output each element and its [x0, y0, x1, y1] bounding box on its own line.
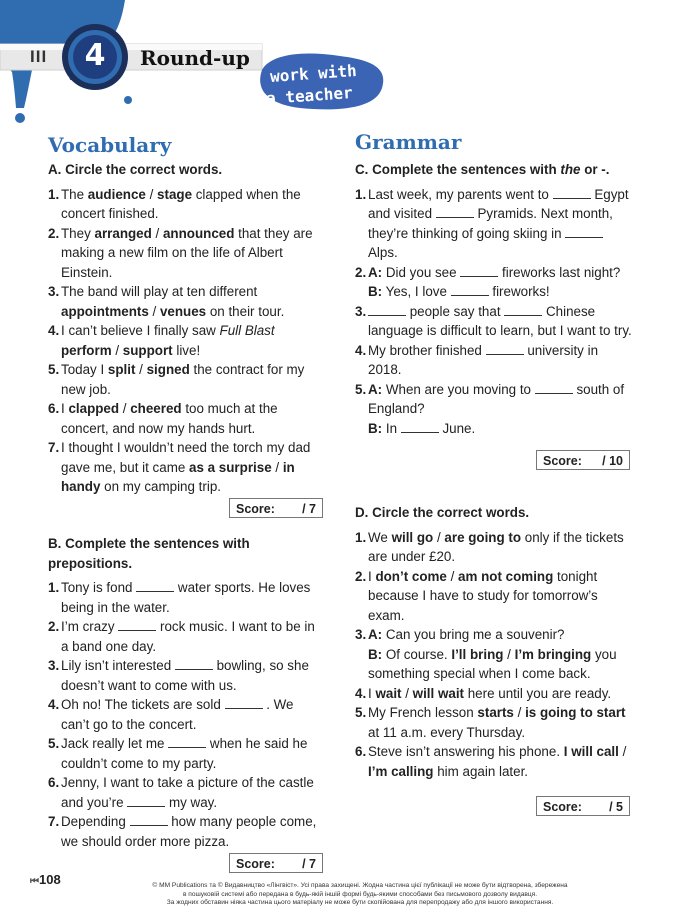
item-text: Egypt and visited: [368, 186, 629, 221]
item-text: Pyramids. Next month, they’re thinking of going skiing in: [368, 206, 613, 241]
item-text: I: [368, 568, 376, 584]
item-text: only if the tickets are under £20.: [368, 529, 624, 564]
item-text: Tony is fond: [61, 580, 137, 595]
item-number: 6.: [355, 744, 367, 759]
item-text: Today I: [61, 362, 108, 377]
item-text: /: [145, 186, 158, 202]
item-text: starts: [477, 705, 514, 720]
grammar-title: Grammar: [355, 130, 462, 154]
item-text: stage: [157, 186, 193, 202]
item-text: wait: [375, 685, 402, 701]
item-text: We: [368, 529, 392, 545]
answer-blank: [168, 735, 206, 748]
item-text: I’ll bring: [451, 646, 504, 662]
item-text: that they are making a new film on the life of Albert Einstein.: [61, 225, 313, 280]
item-number: 2.: [355, 264, 367, 280]
item-text: I can’t believe I finally saw: [61, 323, 220, 338]
item-number: 6.: [48, 401, 60, 416]
item-text: /: [151, 225, 163, 241]
item-text: My brother finished: [368, 342, 486, 358]
answer-blank: [460, 264, 498, 277]
answer-blank: [565, 225, 603, 238]
item-text: They: [61, 225, 95, 241]
answer-blank: [553, 186, 591, 199]
list-item: [48, 734, 323, 773]
item-number: 7.: [48, 440, 60, 455]
exercise-d-instruction: D. Circle the correct words.: [355, 505, 530, 520]
item-text: Steve isn’t answering his phone.: [368, 744, 564, 759]
item-text: /: [401, 685, 413, 701]
item-text: signed: [146, 362, 190, 377]
item-number: 4.: [48, 697, 60, 712]
item-text: split: [107, 362, 136, 377]
exercise-a-items: [48, 185, 323, 497]
item-number: 2.: [48, 225, 60, 241]
item-text: fireworks last night?: [498, 264, 621, 280]
list-item: [48, 812, 323, 851]
item-text: /: [513, 705, 526, 720]
item-number: 1.: [355, 529, 367, 545]
item-text: B:: [368, 284, 383, 299]
item-text: bowling, so she doesn’t want to come with us.: [61, 658, 309, 693]
item-text: A:: [368, 627, 383, 642]
list-item: [355, 341, 633, 380]
item-number: 3.: [48, 658, 60, 673]
list-item: [48, 399, 323, 438]
answer-blank: [368, 303, 406, 316]
item-text: Oh no! The tickets are sold: [61, 697, 225, 712]
item-text: The band will play at ten different: [61, 284, 258, 299]
exercise-a-score: Score: / 7: [229, 498, 323, 518]
item-text: I’m calling: [368, 763, 434, 779]
exercise-d-score: Score: / 5: [536, 796, 630, 816]
item-text: here until you are ready.: [464, 685, 612, 701]
item-text: when he said he couldn’t come to my party.: [61, 736, 308, 771]
exercise-c-instruction: C. Complete the sentences with the or -.: [355, 162, 610, 177]
item-text: on their tour.: [206, 303, 285, 319]
item-text: cheered: [130, 401, 182, 416]
item-text: arranged: [94, 225, 152, 241]
item-text: I: [368, 685, 376, 701]
item-text: Lily isn’t interested: [61, 658, 175, 673]
item-number: 3.: [48, 284, 60, 299]
item-text: venues: [159, 303, 207, 319]
item-number: 3.: [355, 627, 367, 642]
item-text: Can you bring me a souvenir?: [382, 627, 565, 642]
list-item: [355, 380, 633, 419]
unit-roman: III: [30, 47, 48, 66]
item-text: Jack really let me: [61, 736, 169, 751]
list-item: [48, 438, 323, 497]
item-text: my way.: [165, 794, 218, 810]
badge-line-2: a teacher: [265, 82, 354, 109]
exercise-a: [48, 160, 323, 497]
answer-blank: [504, 303, 542, 316]
unit-header: [0, 0, 695, 130]
exercise-b-score: Score: / 7: [229, 853, 323, 873]
item-number: 5.: [48, 362, 60, 377]
item-text: how many people come, we should order more pizza.: [61, 814, 317, 849]
exercise-b-instruction: B. Complete the sentences with prepositions.: [48, 536, 250, 571]
item-text: live!: [172, 342, 201, 358]
item-text: fireworks!: [488, 284, 550, 299]
item-text: /: [135, 362, 147, 377]
answer-blank: [127, 794, 165, 807]
list-item: [48, 360, 323, 399]
item-text: him again later.: [433, 763, 529, 779]
item-text: Of course.: [382, 646, 452, 662]
item-text: /: [446, 568, 459, 584]
item-text: I thought I wouldn’t need the torch my dad gave me, but it came: [61, 440, 311, 475]
list-item: [48, 578, 323, 617]
exercise-d: [355, 503, 633, 781]
item-text: am not coming: [458, 568, 554, 584]
exercise-b-items: [48, 578, 323, 851]
item-text: Depending: [61, 814, 130, 829]
list-item-response: [355, 419, 633, 439]
item-text: in handy: [61, 459, 295, 494]
answer-blank: [130, 813, 168, 826]
item-text: /: [618, 744, 627, 759]
item-text: Did you see: [382, 264, 461, 280]
exercise-a-instruction: A. Circle the correct words.: [48, 162, 223, 177]
item-text: When are you moving to: [382, 381, 535, 397]
item-text: . We can’t go to the concert.: [61, 697, 294, 732]
item-text: water sports. He loves being in the water.: [61, 580, 311, 615]
page-number: ⏮108: [30, 872, 61, 887]
item-number: 1.: [355, 186, 367, 202]
answer-blank: [451, 283, 489, 296]
exercise-c-score: Score: / 10: [536, 450, 630, 470]
list-item: [355, 567, 633, 626]
item-text: My French lesson: [368, 705, 478, 720]
item-text: at 11 a.m. every Thursday.: [368, 724, 526, 740]
item-number: 2.: [48, 619, 60, 634]
item-text: announced: [162, 225, 235, 241]
list-item: [48, 695, 323, 734]
item-text: audience: [87, 186, 146, 202]
item-text: Chinese language is difficult to learn, but I want to try.: [368, 303, 632, 338]
item-number: 6.: [48, 775, 60, 790]
badge-line-1: work with: [269, 60, 358, 87]
answer-blank: [535, 381, 573, 394]
list-item: [48, 656, 323, 695]
item-number: 4.: [48, 323, 60, 338]
item-number: 5.: [355, 381, 367, 397]
item-text: June.: [438, 420, 476, 436]
item-text: Jenny, I want to take a picture of the castle and you’re: [61, 775, 314, 810]
list-item: [48, 617, 323, 656]
item-text: Last week, my parents went to: [368, 186, 553, 202]
item-text: rock music. I want to be in a band one day.: [61, 619, 315, 654]
item-text: will wait: [412, 685, 465, 701]
item-number: 1.: [48, 580, 60, 595]
item-text: is going to start: [525, 705, 626, 720]
item-text: support: [122, 342, 173, 358]
item-text: I: [61, 401, 69, 416]
item-text: A:: [368, 264, 383, 280]
item-text: Yes, I love: [382, 284, 451, 299]
item-text: people say that: [406, 303, 505, 319]
list-item: [48, 185, 323, 224]
list-item-response: [355, 645, 633, 684]
item-number: 4.: [355, 342, 367, 358]
list-item: [355, 625, 633, 645]
list-item: [355, 528, 633, 567]
item-text: tonight because I have to study for tomorrow’s exam.: [368, 568, 598, 623]
item-text: clapped: [68, 401, 120, 416]
exercise-d-items: [355, 528, 633, 782]
list-item: [355, 703, 633, 742]
copyright-notice: © MM Publications та © Видавництво «Лінгвіст». Усі права захищені. Жодна частина цієї публікації не може бути відтворена, збережена в пошуковій системі або передана в будь-якій іншій формі будь-якими способами без письмового дозволу видавця. За жодних обставин ніяка частина цього матеріалу не може бути скопійована для перепродажу або для іншого використання.: [152, 882, 568, 906]
list-item: [355, 185, 633, 263]
item-number: 1.: [48, 186, 60, 202]
item-text: on my camping trip.: [100, 479, 221, 494]
item-text: clapped when the concert finished.: [61, 186, 301, 221]
list-item: [355, 742, 633, 781]
item-text: appointments: [61, 303, 149, 319]
answer-blank: [175, 657, 213, 670]
unit-title: Round-up: [140, 46, 250, 70]
answer-blank: [225, 696, 263, 709]
item-text: B:: [368, 420, 383, 436]
item-number: 4.: [355, 685, 367, 701]
item-text: I’m bringing: [514, 646, 592, 662]
list-item-response: [355, 282, 633, 302]
list-item: [48, 282, 323, 321]
item-text: /: [503, 646, 515, 662]
item-number: 5.: [355, 705, 367, 720]
item-text: The: [61, 186, 88, 202]
item-text: /: [111, 342, 123, 358]
item-text: /: [271, 459, 283, 475]
item-text: Alps.: [368, 245, 398, 260]
item-text: will go: [391, 529, 434, 545]
item-text: In: [382, 420, 401, 436]
list-item: [48, 773, 323, 812]
list-item: [355, 263, 633, 283]
answer-blank: [436, 205, 474, 218]
exercise-b: [48, 534, 323, 851]
list-item: [355, 302, 633, 341]
rewind-icon: ⏮: [30, 876, 39, 887]
vocabulary-title: Vocabulary: [48, 133, 172, 157]
item-text: too much at the concert, and now my hands hurt.: [61, 401, 278, 436]
item-text: /: [148, 303, 160, 319]
item-text: the contract for my new job.: [61, 362, 305, 397]
item-text: are going to: [444, 529, 522, 545]
item-number: 7.: [48, 814, 60, 829]
answer-blank: [401, 420, 439, 433]
item-text: /: [119, 401, 131, 416]
item-number: 3.: [355, 303, 367, 319]
unit-number: 4: [84, 38, 106, 73]
list-item: [48, 224, 323, 283]
item-number: 2.: [355, 568, 367, 584]
exercise-c-items: [355, 185, 633, 439]
item-text: south of England?: [368, 381, 625, 416]
item-number: 5.: [48, 736, 60, 751]
item-text: university in 2018.: [368, 342, 599, 377]
item-text: B:: [368, 646, 383, 662]
item-text: you something special when I come back.: [368, 646, 617, 681]
list-item: [355, 684, 633, 704]
exercise-c: [355, 160, 633, 438]
answer-blank: [486, 342, 524, 355]
list-item: [48, 321, 323, 360]
item-text: I will call: [563, 744, 619, 759]
item-text: A:: [368, 381, 383, 397]
item-text: perform: [61, 342, 112, 358]
item-text: as a surprise: [189, 459, 272, 475]
answer-blank: [136, 579, 174, 592]
answer-blank: [118, 618, 156, 631]
item-text: don’t come: [375, 568, 447, 584]
item-text: I’m crazy: [61, 619, 119, 634]
item-text: /: [433, 529, 445, 545]
item-text: Full Blast: [219, 323, 275, 338]
